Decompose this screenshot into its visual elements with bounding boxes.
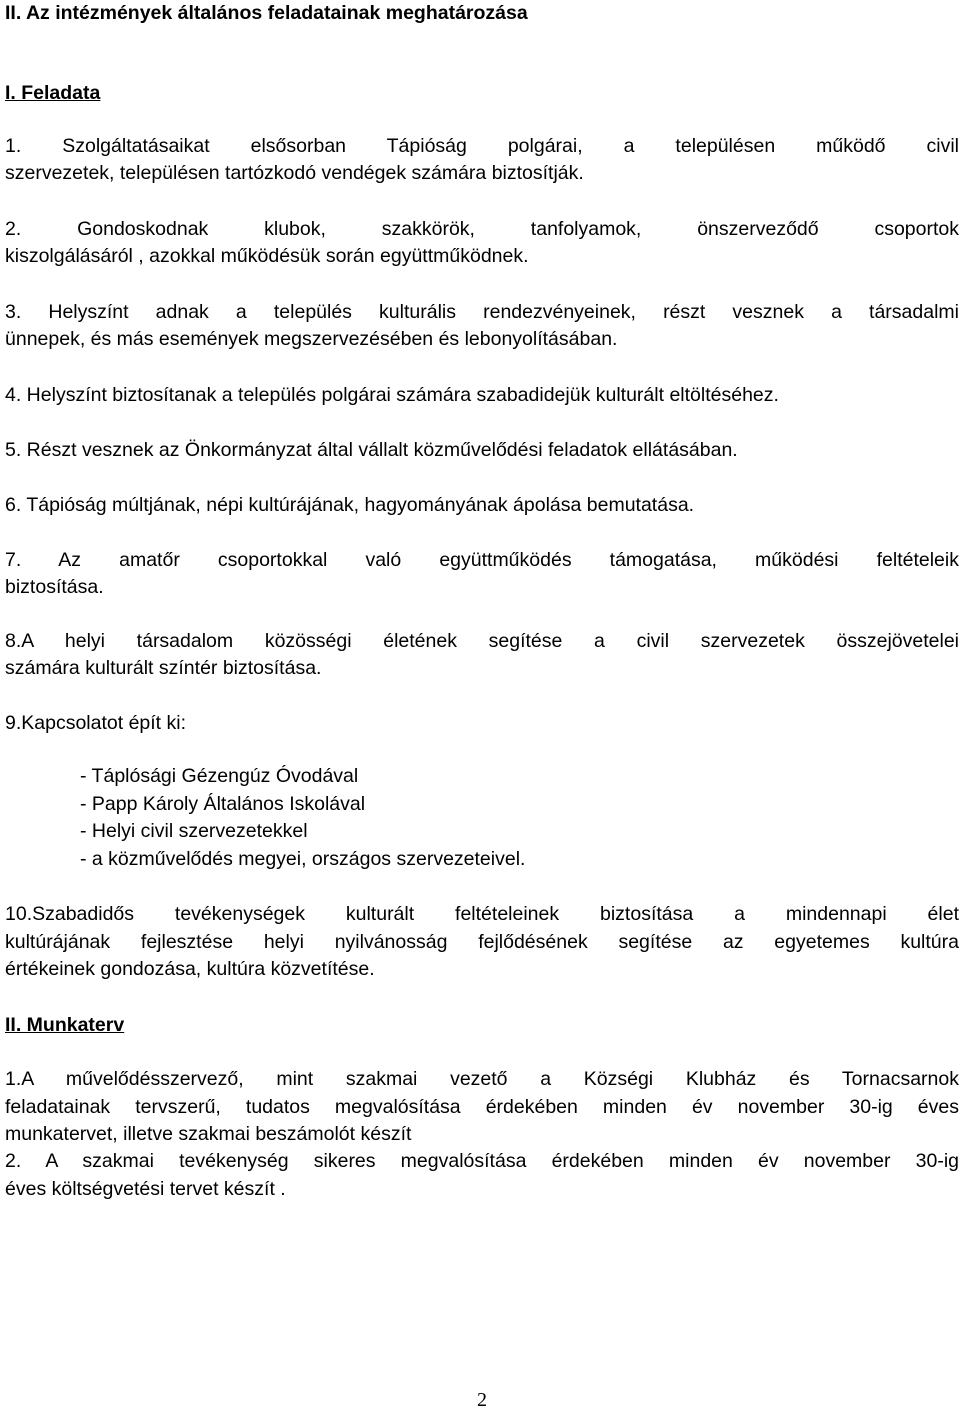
item-7-line-1: 7. Az amatőr csoportokkal való együttműködés támogatása, működési feltételeik (5, 549, 959, 571)
section-title-feladata: I. Feladata (5, 82, 101, 104)
item-1-line-1: 1. Szolgáltatásaikat elsősorban Tápióság polgárai, a településen működő civil (5, 135, 959, 157)
work-1-line-3: munkatervet, illetve szakmai beszámolót készít (5, 1123, 412, 1145)
page-number: 2 (477, 1389, 487, 1411)
item-10-line-2: kultúrájának fejlesztése helyi nyilvánosság fejlődésének segítése az egyetemes kultúra (5, 931, 959, 953)
item-1-line-2: szervezetek, településen tartózkodó vendégek számára biztosítják. (5, 162, 584, 184)
item-5: 5. Részt vesznek az Önkormányzat által vállalt közművelődési feladatok ellátásában. (5, 439, 738, 461)
item-8-line-2: számára kulturált színtér biztosítása. (5, 657, 322, 679)
item-3-line-1: 3. Helyszínt adnak a település kulturális rendezvényeinek, részt vesznek a társadalmi (5, 301, 959, 323)
item-7-line-2: biztosítása. (5, 576, 104, 598)
work-2-line-2: éves költségvetési tervet készít . (5, 1178, 286, 1200)
item-10-line-1: 10.Szabadidős tevékenységek kulturált feltételeinek biztosítása a mindennapi élet (5, 903, 959, 925)
item-6: 6. Tápióság múltjának, népi kultúrájának, hagyományának ápolása bemutatása. (5, 494, 695, 516)
list-item: - Papp Károly Általános Iskolával (80, 793, 366, 815)
document-page (5, 0, 959, 1413)
item-2-line-1: 2. Gondoskodnak klubok, szakkörök, tanfolyamok, önszerveződő csoportok (5, 218, 959, 240)
item-2-line-2: kiszolgálásáról , azokkal működésük során együttműködnek. (5, 245, 529, 267)
list-item: - Táplósági Gézengúz Óvodával (80, 765, 359, 787)
list-item: - a közművelődés megyei, országos szervezeteivel. (80, 848, 526, 870)
item-9: 9.Kapcsolatot épít ki: (5, 712, 187, 734)
page-heading: II. Az intézmények általános feladatainak meghatározása (5, 2, 528, 24)
list-item: - Helyi civil szervezetekkel (80, 820, 308, 842)
item-4: 4. Helyszínt biztosítanak a település polgárai számára szabadidejük kulturált eltöltéséhez. (5, 384, 779, 406)
item-8-line-1: 8.A helyi társadalom közösségi életének segítése a civil szervezetek összejövetelei (5, 630, 959, 652)
work-2-line-1: 2. A szakmai tevékenység sikeres megvalósítása érdekében minden év november 30-ig (5, 1150, 959, 1172)
work-1-line-2: feladatainak tervszerű, tudatos megvalósítása érdekében minden év november 30-ig éves (5, 1096, 959, 1118)
work-1-line-1: 1.A művelődésszervező, mint szakmai vezető a Községi Klubház és Tornacsarnok (5, 1068, 959, 1090)
item-10-line-3: értékeinek gondozása, kultúra közvetítése. (5, 958, 375, 980)
section-title-munkaterv: II. Munkaterv (5, 1014, 125, 1036)
item-3-line-2: ünnepek, és más események megszervezésében és lebonyolításában. (5, 328, 618, 350)
